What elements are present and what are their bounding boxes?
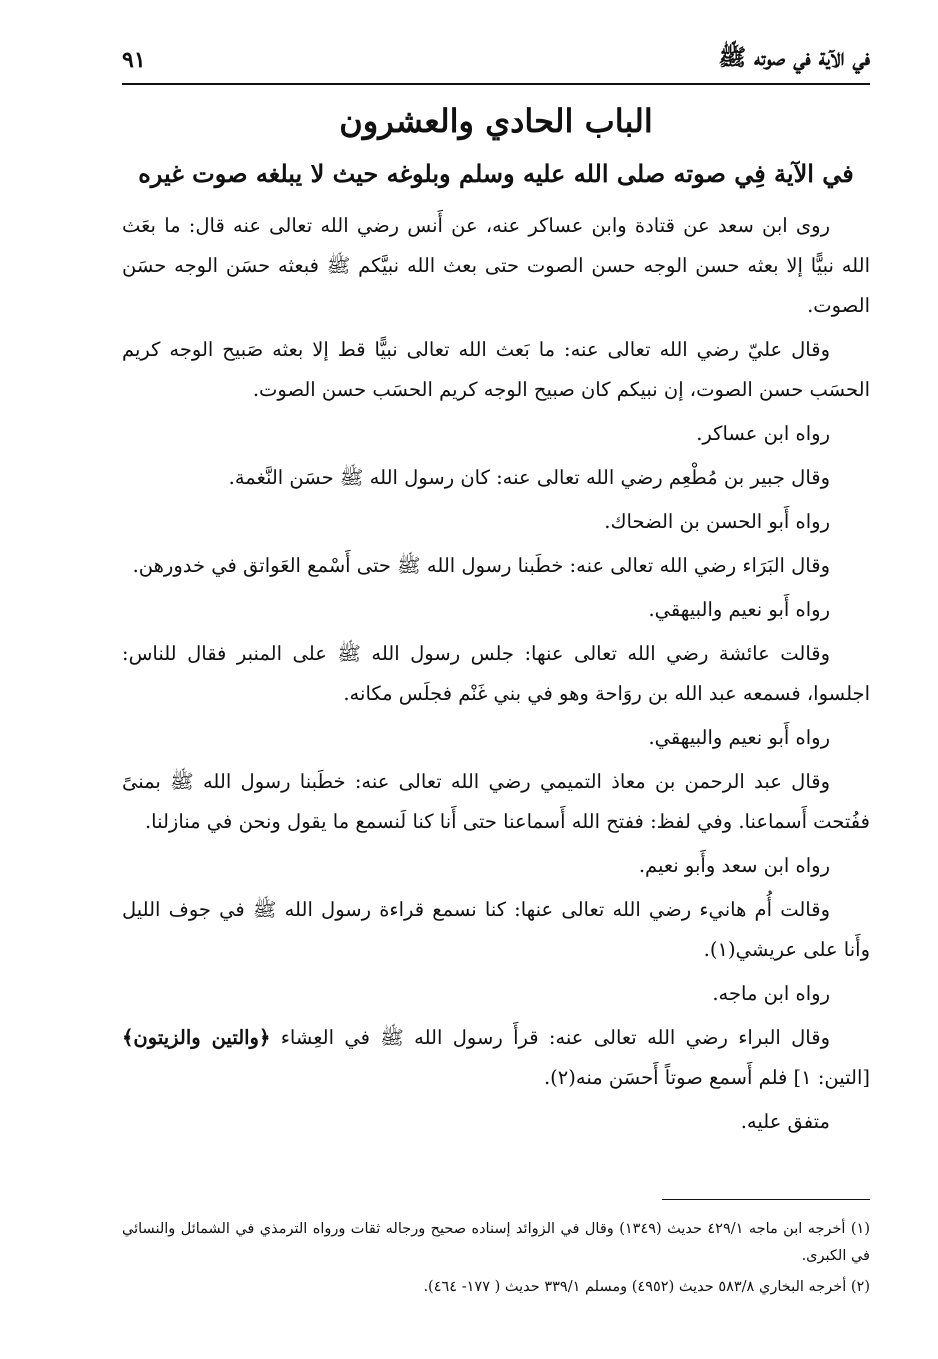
- source-citation: رواه ابن ماجه.: [712, 982, 830, 1005]
- source-citation: رواه أَبو نعيم والبيهقي.: [648, 726, 830, 749]
- source-citation: رواه أَبو الحسن بن الضحاك.: [604, 510, 830, 533]
- paragraph-with-ayah: [122, 1018, 870, 1098]
- paragraph: وقال عبد الرحمن بن معاذ التميمي رضي الله تعالى عنه: خطَبنا رسول الله ﷺ بمنىً ففُتحت أَسماعنا. وفي لفظ: ففتح الله أَسماعنا حتى أَنا كنا لَنسمع ما يقول ونحن في منازلنا.: [122, 770, 870, 833]
- running-head: [122, 38, 870, 82]
- page-number: ٩١: [122, 47, 146, 73]
- paragraph: وقال عليّ رضي الله تعالى عنه: ما بَعث الله تعالى نبيًّا قط إلا بعثه صَبيح الوجه كريم الحسَب حسن الصوت، إن نبيكم كان صبيح الوجه كريم الحسَب حسن الصوت.: [122, 338, 870, 401]
- paragraph: روى ابن سعد عن قتادة وابن عساكر عنه، عن أَنس رضي الله تعالى عنه قال: ما بعَث الله نبيًّا إلا بعثه حسن الوجه حسن الصوت حتى بعث الله نبيَّكم ﷺ فبعثه حسَن الوجه حسَن الصوت.: [122, 214, 870, 317]
- paragraph: وقالت عائشة رضي الله تعالى عنها: جلس رسول الله ﷺ على المنبر فقال للناس: اجلسوا، فسمعه عبد الله بن روَاحة وهو في بني غَنْم فجلَس مكانه.: [122, 642, 870, 705]
- paragraph-text: وقال البراء رضي الله تعالى عنه: قرأَ رسول الله ﷺ في العِشاء: [280, 1026, 830, 1049]
- source-citation: رواه ابن عساكر.: [696, 422, 830, 445]
- running-head-title: في الآية في صوته ﷺ: [718, 44, 870, 71]
- source-citation: رواه أَبو نعيم والبيهقي.: [648, 598, 830, 621]
- footnote: (٢) أخرجه البخاري ٥٨٣/٨ حديث (٤٩٥٢) ومسلم ٣٣٩/١ حديث ( ١٧٧- ٤٦٤).: [423, 1279, 870, 1295]
- closing-note: متفق عليه.: [740, 1110, 830, 1133]
- paragraph: وقال البَرَاء رضي الله تعالى عنه: خطَبنا رسول الله ﷺ حتى أَسْمع العَواتق في خدورهن.: [132, 554, 830, 577]
- footnotes: [122, 1216, 870, 1305]
- footnote-divider: [662, 1199, 870, 1200]
- chapter-title: الباب الحادي والعشرون: [339, 102, 653, 140]
- paragraph: وقالت أُم هانيء رضي الله تعالى عنها: كنا نسمع قراءة رسول الله ﷺ في جوف الليل وأَنا على عريشي(١).: [122, 898, 870, 961]
- paragraph-text: [التين: ١] فلم أَسمع صوتاً أَحسَن منه(٢).: [543, 1066, 870, 1089]
- body-text: [122, 206, 870, 1146]
- header-divider: [122, 83, 870, 85]
- quran-verse: ﴿والتين والزيتون﴾: [122, 1026, 271, 1049]
- paragraph: وقال جبير بن مُطْعِم رضي الله تعالى عنه: كان رسول الله ﷺ حسَن النَّغمة.: [228, 466, 830, 489]
- chapter-subtitle: في الآية فِي صوته صلى الله عليه وسلم وبلوغه حيث لا يبلغه صوت غيره: [138, 159, 854, 188]
- footnote: (١) أخرجه ابن ماجه ٤٢٩/١ حديث (١٣٤٩) وقال في الزوائد إسناده صحيح ورجاله ثقات ورواه الترمذي في الشمائل والنسائي في الكبرى.: [122, 1221, 870, 1264]
- source-citation: رواه ابن سعد وأَبو نعيم.: [638, 854, 830, 877]
